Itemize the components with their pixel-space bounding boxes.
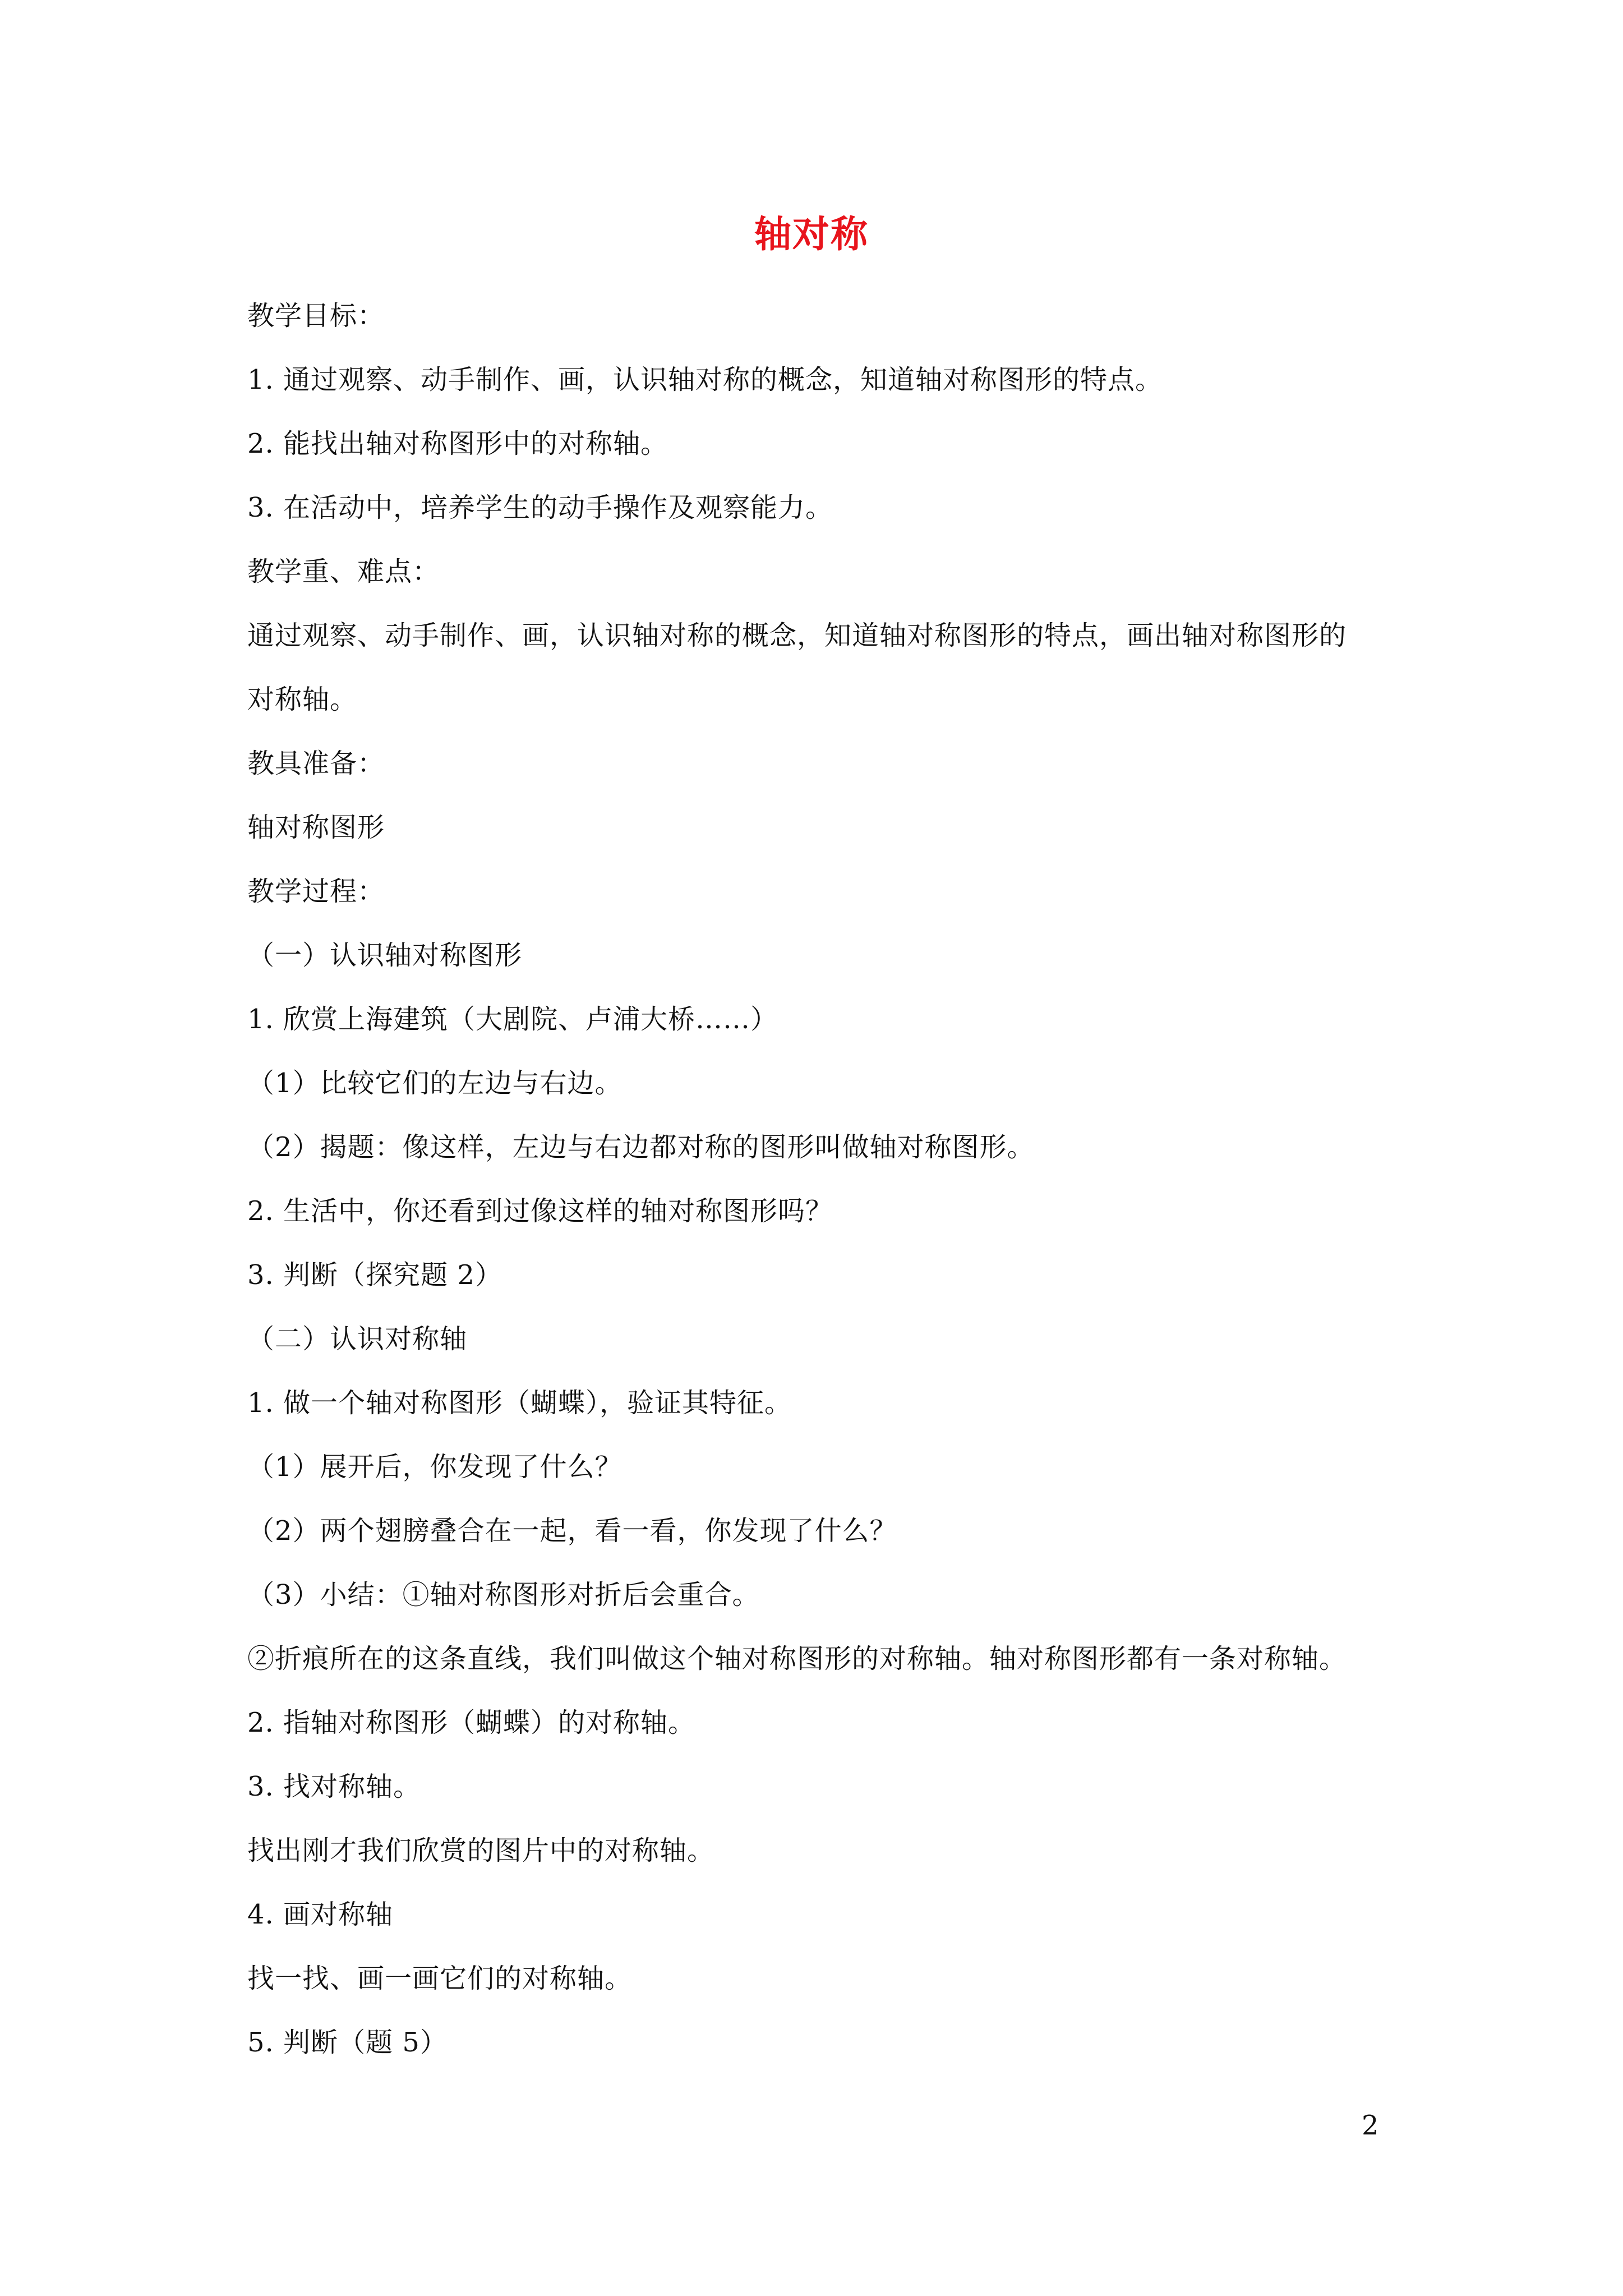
body-line-26: 4. 画对称轴	[247, 1899, 394, 1930]
body-line-8: 教具准备：	[247, 748, 385, 779]
body-line-25: 找出刚才我们欣赏的图片中的对称轴。	[247, 1835, 715, 1866]
body-line-14: （2）揭题：像这样，左边与右边都对称的图形叫做轴对称图形。	[247, 1131, 1035, 1163]
body-line-24: 3. 找对称轴。	[247, 1771, 421, 1802]
body-line-28: 5. 判断（题 5）	[247, 2027, 448, 2058]
body-line-2: 1. 通过观察、动手制作、画，认识轴对称的概念，知道轴对称图形的特点。	[247, 364, 1163, 395]
body-line-3: 2. 能找出轴对称图形中的对称轴。	[247, 428, 668, 459]
body-line-27: 找一找、画一画它们的对称轴。	[247, 1963, 633, 1994]
page-number: 2	[1362, 2110, 1379, 2141]
body-line-23: 2. 指轴对称图形（蝴蝶）的对称轴。	[247, 1707, 696, 1738]
body-line-11: （一）认识轴对称图形	[247, 940, 523, 971]
body-line-12: 1. 欣赏上海建筑（大剧院、卢浦大桥……）	[247, 1004, 778, 1035]
body-line-17: （二）认识对称轴	[247, 1323, 468, 1355]
body-line-6: 通过观察、动手制作、画，认识轴对称的概念，知道轴对称图形的特点，画出轴对称图形的	[247, 620, 1347, 651]
body-line-1: 教学目标：	[247, 300, 385, 332]
body-line-18: 1. 做一个轴对称图形（蝴蝶），验证其特征。	[247, 1387, 792, 1419]
body-line-10: 教学过程：	[247, 876, 385, 907]
body-line-13: （1）比较它们的左边与右边。	[247, 1068, 623, 1099]
body-line-15: 2. 生活中，你还看到过像这样的轴对称图形吗？	[247, 1195, 833, 1227]
body-line-22: ②折痕所在的这条直线，我们叫做这个轴对称图形的对称轴。轴对称图形都有一条对称轴。	[247, 1643, 1347, 1674]
body-line-16: 3. 判断（探究题 2）	[247, 1259, 502, 1291]
body-line-19: （1）展开后，你发现了什么？	[247, 1451, 623, 1483]
body-line-21: （3）小结：①轴对称图形对折后会重合。	[247, 1579, 760, 1611]
body-line-9: 轴对称图形	[247, 812, 385, 843]
body-line-20: （2）两个翅膀叠合在一起，看一看，你发现了什么？	[247, 1515, 897, 1547]
body-line-7: 对称轴。	[247, 684, 358, 715]
body-line-5: 教学重、难点：	[247, 556, 440, 587]
body-line-4: 3. 在活动中，培养学生的动手操作及观察能力。	[247, 492, 833, 523]
page-title: 轴对称	[754, 212, 869, 256]
